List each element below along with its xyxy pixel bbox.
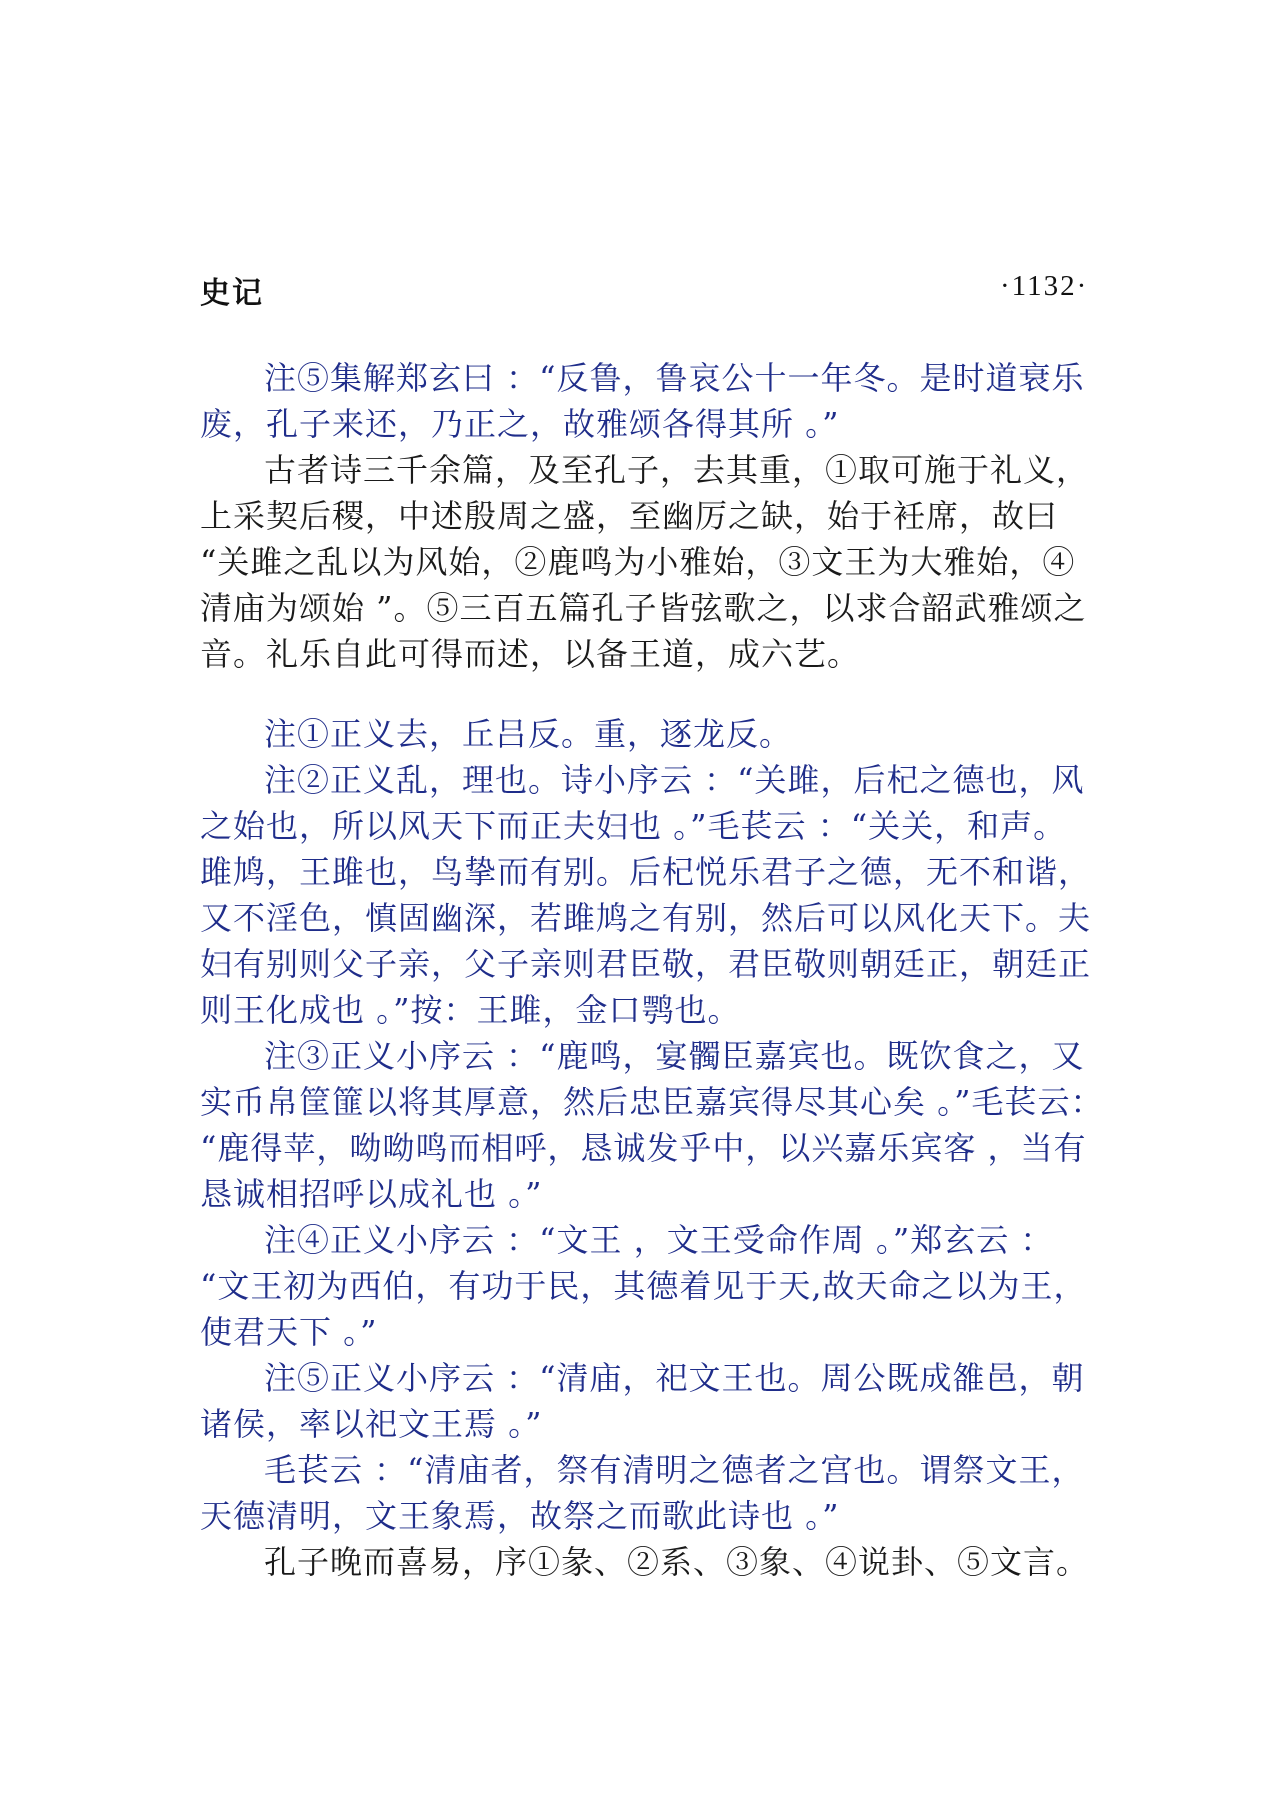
main-text-paragraph xyxy=(200,1539,1100,1585)
annotation-paragraph xyxy=(200,355,1100,447)
text-line: 废，孔子来还，乃正之，故雅颂各得其所 。” xyxy=(200,405,840,443)
text-line: 实币帛筐篚以将其厚意，然后忠臣嘉宾得尽其心矣 。”毛苌云： xyxy=(200,1083,1104,1121)
text-line: 孔子晚而喜易，序①彖、②系、③象、④说卦、⑤文言。 xyxy=(264,1543,1090,1581)
text-line: “文王初为西伯，有功于民，其德着见于天,故天命之以为王， xyxy=(200,1267,1087,1305)
page-body xyxy=(200,355,1104,1585)
text-line: 恳诚相招呼以成礼也 。” xyxy=(200,1175,543,1213)
text-line: 雎鸠，王雎也，鸟挚而有别。后杞悦乐君子之德，无不和谐， xyxy=(200,853,1092,891)
paragraph-gap xyxy=(200,677,1100,711)
text-line: 注⑤正义小序云 ：“清庙，祀文王也。周公既成雒邑，朝 xyxy=(264,1359,1085,1397)
annotation-paragraph xyxy=(200,1447,1100,1539)
main-text-paragraph xyxy=(200,447,1100,677)
text-line: 则王化成也 。”按：王雎，金口鹗也。 xyxy=(200,991,741,1029)
annotation-paragraph xyxy=(200,1033,1104,1217)
text-line: “鹿得苹，呦呦鸣而相呼，恳诚发乎中，以兴嘉乐宾客 ，当有 xyxy=(200,1129,1087,1167)
text-line: 使君天下 。” xyxy=(200,1313,378,1351)
text-line: 又不淫色，慎固幽深，若雎鸠之有别，然后可以风化天下。夫 xyxy=(200,899,1092,937)
annotation-paragraph xyxy=(200,711,1100,757)
text-line: 毛苌云 ：“清庙者，祭有清明之德者之宫也。谓祭文王， xyxy=(264,1451,1085,1489)
text-line: 古者诗三千余篇，及至孔子，去其重，①取可施于礼义， xyxy=(264,451,1090,489)
text-line: 注⑤集解郑玄曰 ：“反鲁，鲁哀公十一年冬。是时道衰乐 xyxy=(264,359,1085,397)
text-line: 上采契后稷，中述殷周之盛，至幽厉之缺，始于衽席，故曰 xyxy=(200,497,1059,535)
text-line: 清庙为颂始 ”。⑤三百五篇孔子皆弦歌之，以求合韶武雅颂之 xyxy=(200,589,1087,627)
annotation-paragraph xyxy=(200,757,1100,1033)
text-line: 注④正义小序云 ：“文王 ，文王受命作周 。”郑玄云 ： xyxy=(264,1221,1054,1259)
text-line: 注①正义去，丘吕反。重，逐龙反。 xyxy=(264,715,793,753)
annotation-paragraph xyxy=(200,1355,1100,1447)
text-line: 注③正义小序云 ：“鹿鸣，宴髑臣嘉宾也。既饮食之，又 xyxy=(264,1037,1085,1075)
text-line: 注②正义乱，理也。诗小序云 ：“关雎，后杞之德也，风 xyxy=(264,761,1085,799)
annotation-paragraph xyxy=(200,1217,1100,1355)
text-line: 诸侯，率以祀文王焉 。” xyxy=(200,1405,543,1443)
page-title: 史记 xyxy=(200,276,264,311)
text-line: “关雎之乱以为风始，②鹿鸣为小雅始，③文王为大雅始，④ xyxy=(200,543,1076,581)
page-number: ·1132· xyxy=(1000,270,1089,302)
text-line: 音。礼乐自此可得而述，以备王道，成六艺。 xyxy=(200,635,861,673)
text-line: 天德清明，文王象焉，故祭之而歌此诗也 。” xyxy=(200,1497,840,1535)
text-line: 之始也，所以风天下而正夫妇也 。”毛苌云 ：“关关，和声。 xyxy=(200,807,1067,845)
text-line: 妇有别则父子亲，父子亲则君臣敬，君臣敬则朝廷正，朝廷正 xyxy=(200,945,1092,983)
